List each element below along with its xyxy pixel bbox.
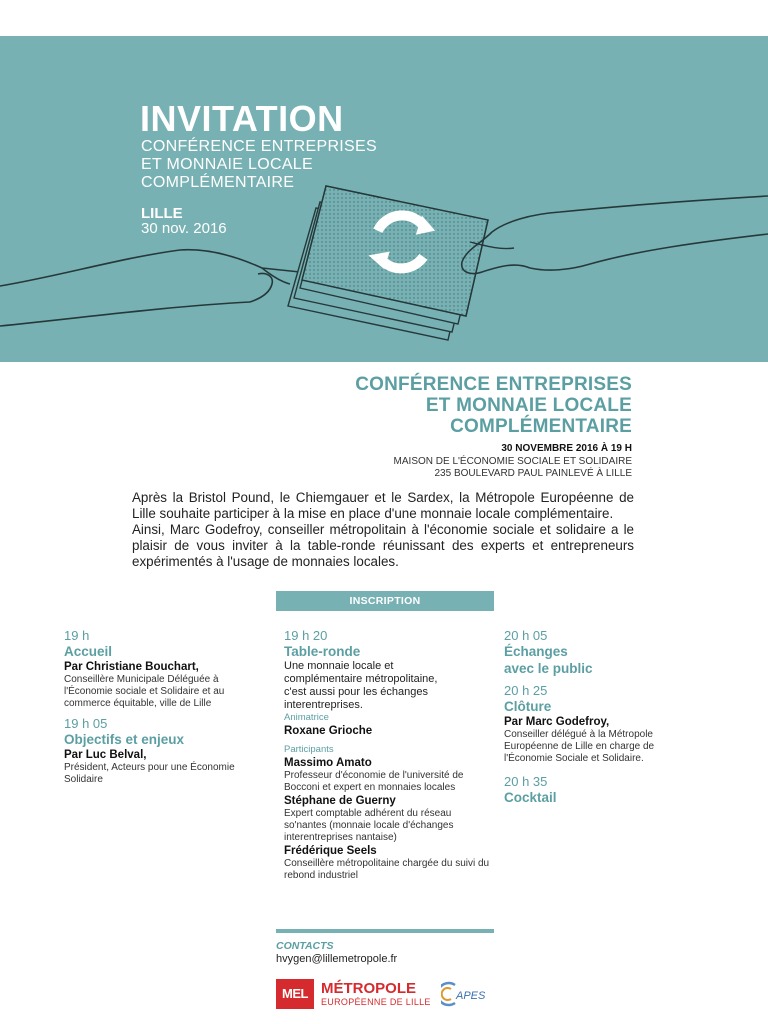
participant-name: Massimo Amato	[284, 757, 372, 769]
program-slot	[64, 628, 264, 710]
program-slot	[64, 716, 264, 786]
subtitle-line: COMPLÉMENTAIRE	[141, 174, 295, 191]
slot-description: Une monnaie locale et complémentaire métropolitaine, c'est aussi pour les échanges interentreprises.	[284, 660, 438, 711]
heading-line: COMPLÉMENTAIRE	[450, 416, 632, 437]
slot-time: 20 h 25	[504, 683, 548, 698]
invitation-subtitle	[141, 138, 377, 192]
mel-logo: MEL	[276, 979, 314, 1009]
program-column-1	[64, 628, 264, 792]
participant-description: Expert comptable adhérent du réseau so'nantes (monnaie locale d'échanges interentreprises nantaise)	[284, 808, 454, 843]
program-column-2	[284, 628, 494, 882]
subtitle-line: ET MONNAIE LOCALE	[141, 156, 313, 173]
event-city: LILLE	[141, 205, 183, 222]
slot-title: avec le public	[504, 661, 593, 676]
participant-description: Professeur d'économie de l'université de Bocconi et expert en monnaies locales	[284, 770, 464, 793]
slot-description: Président, Acteurs pour une Économie Solidaire	[64, 762, 235, 785]
participant-name: Frédérique Seels	[284, 845, 377, 857]
participants-label: Participants	[284, 744, 334, 755]
slot-description: Conseiller délégué à la Métropole Européenne de Lille en charge de l'Économie Sociale et Solidaire.	[504, 729, 655, 764]
slot-title: Table-ronde	[284, 644, 361, 659]
slot-speaker: Par Marc Godefroy,	[504, 716, 610, 728]
intro-text	[132, 490, 634, 570]
slot-title: Accueil	[64, 644, 113, 659]
slot-time: 19 h	[64, 628, 90, 643]
invitation-title: INVITATION	[140, 98, 344, 139]
intro-paragraph: Ainsi, Marc Godefroy, conseiller métropolitain à l'économie sociale et solidaire a le plaisir de vous inviter à la table-ronde réunissant des experts et entrepreneurs expérimentés à l'usage de monnaies locales.	[132, 522, 634, 569]
contacts-block	[276, 929, 494, 965]
slot-title: Cocktail	[504, 790, 557, 805]
intro-paragraph: Après la Bristol Pound, le Chiemgauer et le Sardex, la Métropole Européenne de Lille souhaite participer à la mise en place d'une monnaie locale complémentaire.	[132, 490, 634, 521]
participant-name: Stéphane de Guerny	[284, 795, 396, 807]
slot-time: 19 h 05	[64, 716, 108, 731]
mel-logo-name: MÉTROPOLE	[321, 980, 417, 997]
contacts-label: CONTACTS	[276, 940, 334, 952]
slot-title: Objectifs et enjeux	[64, 732, 185, 747]
moderator-label: Animatrice	[284, 712, 329, 723]
participant-description: Conseillère métropolitaine chargée du suivi du rebond industriel	[284, 858, 490, 881]
program-slot	[504, 628, 704, 677]
slot-speaker: Par Christiane Bouchart,	[64, 661, 199, 673]
hands-exchanging-banknotes-illustration	[0, 36, 768, 362]
inscription-button[interactable]: INSCRIPTION	[276, 591, 494, 611]
program-slot	[504, 683, 704, 765]
apes-logo	[441, 981, 491, 1007]
event-datetime: 30 NOVEMBRE 2016 À 19 H	[501, 443, 632, 454]
slot-speaker: Par Luc Belval,	[64, 749, 147, 761]
event-date: 30 nov. 2016	[141, 220, 227, 237]
slot-description: Conseillère Municipale Déléguée à l'Économie sociale et Solidaire et au commerce équitable, ville de Lille	[64, 674, 225, 709]
slot-title: Clôture	[504, 699, 552, 714]
event-venue: MAISON DE L'ÉCONOMIE SOCIALE ET SOLIDAIRE	[393, 455, 632, 467]
moderator-name: Roxane Grioche	[284, 725, 373, 737]
slot-time: 19 h 20	[284, 628, 328, 643]
slot-time: 20 h 05	[504, 628, 548, 643]
mel-logo-subtitle: EUROPÉENNE DE LILLE	[321, 997, 431, 1007]
invitation-banner	[0, 36, 768, 362]
heading-line: CONFÉRENCE ENTREPRISES	[355, 374, 632, 395]
slot-time: 20 h 35	[504, 774, 548, 789]
event-address: 235 BOULEVARD PAUL PAINLEVÉ À LILLE	[434, 468, 632, 479]
subtitle-line: CONFÉRENCE ENTREPRISES	[141, 138, 377, 155]
program-column-3	[504, 628, 704, 812]
program-slot	[504, 774, 704, 806]
contact-email-link[interactable]: hvygen@lillemetropole.fr	[276, 953, 398, 965]
event-details	[394, 443, 632, 481]
slot-title: Échanges	[504, 644, 568, 659]
heading-line: ET MONNAIE LOCALE	[425, 395, 632, 416]
conference-heading	[355, 374, 632, 437]
svg-text:APES: APES	[456, 990, 486, 1002]
